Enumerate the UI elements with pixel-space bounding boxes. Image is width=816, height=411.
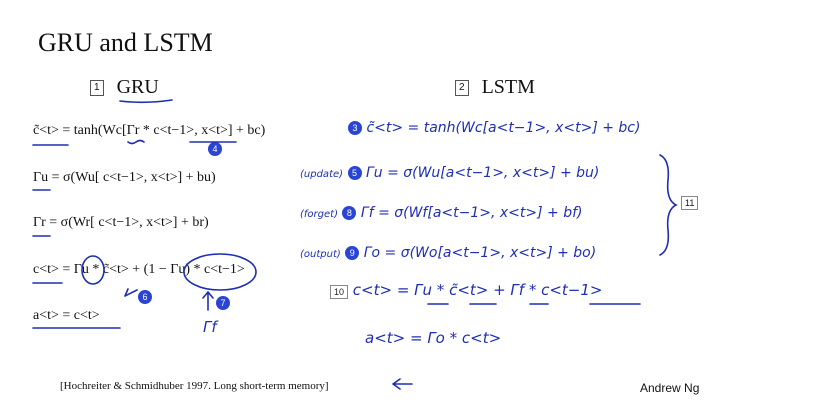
gru-eq-a: a<t> = c<t> <box>33 308 100 323</box>
output-tag: (output) <box>300 249 341 260</box>
gru-eq-ctilde: c̃<t> = tanh(Wc[Γr * c<t−1>, x<t>] + bc) <box>33 123 266 138</box>
lstm-eq-a: a<t> = Γo * c<t> <box>365 329 502 347</box>
lstm-eq-5-text: Γu = σ(Wu[a<t−1>, x<t>] + bu) <box>365 165 600 181</box>
gamma-r-squiggle <box>128 141 144 144</box>
marker-4: 4 <box>208 142 222 156</box>
gates-brace <box>660 155 676 255</box>
forget-tag: (forget) <box>300 209 338 220</box>
gru-number-box: 1 <box>90 80 104 96</box>
citation: [Hochreiter & Schmidhuber 1997. Long short-term memory] <box>60 380 329 392</box>
gamma-f-note: Γf <box>203 318 217 336</box>
marker-9: 9 <box>345 246 359 260</box>
box-10: 10 <box>330 285 348 299</box>
gru-label: GRU <box>116 76 159 98</box>
marker-7: 7 <box>216 296 230 310</box>
gates-box-11: 11 <box>681 196 698 210</box>
gru-header-underline <box>120 100 172 102</box>
lstm-eq-3-text: c̃<t> = tanh(Wc[a<t−1>, x<t>] + bc) <box>366 120 641 136</box>
gru-eq-gamma-r: Γr = σ(Wr[ c<t−1>, x<t>] + br) <box>33 215 209 230</box>
author-name: Andrew Ng <box>640 381 700 395</box>
gru-header <box>90 76 159 99</box>
lstm-eq-5 <box>300 165 599 181</box>
lstm-eq-3 <box>348 120 640 136</box>
slide-title: GRU and LSTM <box>38 28 213 57</box>
lstm-number-box: 2 <box>455 80 469 96</box>
marker-8: 8 <box>342 206 356 220</box>
lstm-header <box>455 76 535 99</box>
gru-eq-c: c<t> = Γu * c̃<t> + (1 − Γu) * c<t−1> <box>33 262 245 277</box>
marker-5: 5 <box>348 166 362 180</box>
lstm-eq-9-text: Γo = σ(Wo[a<t−1>, x<t>] + bo) <box>363 245 597 261</box>
citation-arrow <box>393 379 412 389</box>
lstm-eq-8-text: Γf = σ(Wf[a<t−1>, x<t>] + bf) <box>360 205 583 221</box>
marker-3: 3 <box>348 121 362 135</box>
marker-6: 6 <box>138 290 152 304</box>
update-tag: (update) <box>300 169 344 180</box>
gru-eq-gamma-u: Γu = σ(Wu[ c<t−1>, x<t>] + bu) <box>33 170 216 185</box>
lstm-eq-10 <box>330 281 603 299</box>
lstm-label: LSTM <box>481 76 535 98</box>
lstm-eq-9 <box>300 245 596 261</box>
arrow-7 <box>203 292 213 310</box>
lstm-eq-8 <box>300 205 583 221</box>
arrow-6 <box>125 289 137 296</box>
lstm-eq-10-text: c<t> = Γu * c̃<t> + Γf * c<t−1> <box>352 281 603 299</box>
